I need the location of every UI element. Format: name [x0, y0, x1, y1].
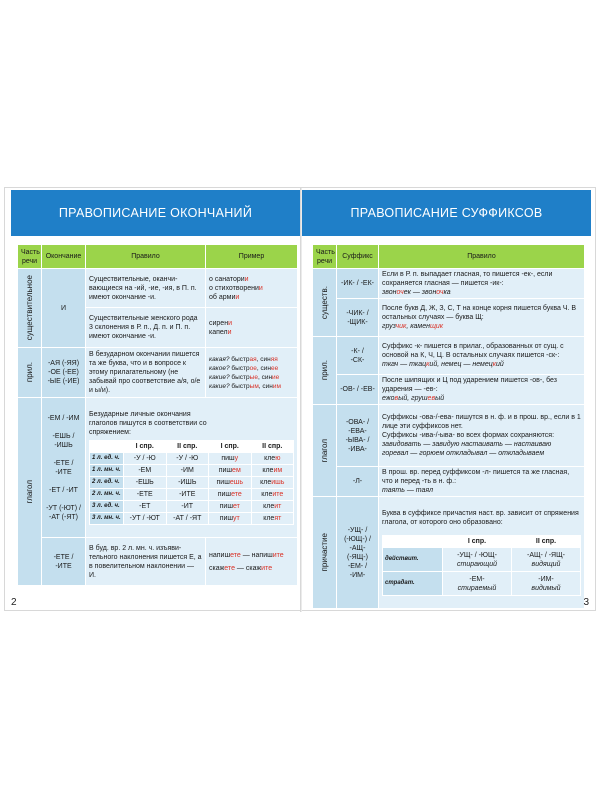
noun-suffix-1: -ИК- / -ЕК-	[337, 269, 379, 299]
adj-suffix-1: -К- / -СК-	[337, 337, 379, 375]
verb-rule-2: В прош. вр. перед суффиксом -л- пишется та же гласная, что и перед -ть в н. ф.: таять — таял	[379, 467, 585, 497]
adj-rule-1: Суффикс -к- пишется в прилаг., образованных от сущ. с основой на К, Ч, Ц. В остальных случаях пишется -ск-: ткач — ткацкий, немец — немецкий	[379, 337, 585, 375]
verb-imp-endings: -ЕТЕ / -ИТЕ	[42, 538, 86, 586]
page-right	[302, 188, 597, 612]
adj-rule-2: После шипящих и Ц под ударением пишется -ов-, без ударения — -ев-: ежовый, грушевый	[379, 375, 585, 405]
page-number-left: 2	[11, 597, 17, 608]
noun-pos-cell	[313, 269, 337, 337]
noun-example-1: о санатории о стихотворении об армии	[206, 269, 298, 308]
verb-rule: Безударные личные окончания глаголов пишутся в соответствии со спряжением:	[89, 411, 207, 436]
header-ending: Окончание	[42, 245, 86, 269]
part-rule-cell	[379, 497, 585, 609]
header-example: Пример	[206, 245, 298, 269]
adj-pos-cell	[313, 337, 337, 405]
adj-pos-cell	[18, 348, 42, 398]
verb-pos-cell	[18, 398, 42, 586]
verb-rule-1: Суффиксы -ова-/-ева- пишутся в н. ф. и в прош. вр., если в 1 лице эти суффиксов нет. Суффиксы -ива-/-ыва- во всех формах сохраняются: завидовать — завидую настаивать — настаиваю горевал — горюем откладывал — откладываем	[379, 405, 585, 467]
verb-pos: глагол	[25, 479, 34, 504]
header-part-of-speech: Часть речи	[18, 245, 42, 269]
verb-conj1-header: I спр.	[124, 441, 167, 453]
noun-example-2: сирени капели	[206, 308, 298, 348]
noun-pos: существ.	[320, 285, 329, 320]
verb-ex2-header: II спр.	[251, 441, 294, 453]
page-number-right: 3	[583, 597, 589, 608]
table-row: 2 л. ед. ч. -ЕШЬ -ИШЬ пишешь клеишь	[90, 477, 294, 489]
header-suffix: Суффикс	[337, 245, 379, 269]
participle-table	[382, 535, 581, 596]
noun-rule-2: Существительные женского рода 3 склонения в Р. п., Д. п. и П. п. имеют окончание -и.	[86, 308, 206, 348]
noun-rule-1: Существительные, оканчивающиеся на -ий, -ие, -ия, в П. п. имеют окончание -и.	[86, 269, 206, 308]
table-row: 3 л. мн. ч. -УТ / -ЮТ -АТ / -ЯТ пишут клеят	[90, 513, 294, 525]
verb-conj-cell	[86, 398, 298, 538]
adj-endings: -АЯ (-ЯЯ) -ОЕ (-ЕЕ) -ЫЕ (-ИЕ)	[42, 348, 86, 398]
part-rule: Буква в суффиксе причастия наст. вр. зависит от спряжения глагола, от которого оно образовано:	[382, 510, 579, 526]
table-row: 2 л. мн. ч. -ЕТЕ -ИТЕ пишете клеите	[90, 489, 294, 501]
noun-rule-2: После букв Д, Ж, З, С, Т на конце корня пишется буква Ч. В остальных случаях — буква Щ: грузчик, каменщик	[379, 299, 585, 337]
book-spread	[4, 187, 596, 611]
verb-ex1-header: I спр.	[209, 441, 252, 453]
table-row: 3 л. ед. ч. -ЕТ -ИТ пишет клеит	[90, 501, 294, 513]
adj-examples: какая? быстрая, синяя какое? быстрое, синее какие? быстрые, синие какие? быстрым, синим	[206, 348, 298, 398]
noun-pos: существительное	[25, 275, 34, 341]
verb-imp-rule: В буд. вр. 2 л. мн. ч. изъявительного наклонения пишется Е, а в повелительном наклонении — И.	[86, 538, 206, 586]
adj-rule: В безударном окончании пишется та же буква, что и в вопросе к этому прилагательному (не забывай про соответствие а/я, о/е и ы/и).	[86, 348, 206, 398]
part-pos-cell	[313, 497, 337, 609]
verb-imp-examples: напишете — напишите скажете — скажите	[206, 538, 298, 586]
verb-pos: глагол	[320, 438, 329, 463]
noun-ending: И	[42, 269, 86, 348]
table-row: действит. -УЩ- / -ЮЩ- стирающий -АЩ- / -ЯЩ- видящий	[383, 548, 581, 572]
verb-pos-cell	[313, 405, 337, 497]
left-page-title: ПРАВОПИСАНИЕ ОКОНЧАНИЙ	[11, 190, 300, 236]
header-rule: Правило	[379, 245, 585, 269]
header-rule: Правило	[86, 245, 206, 269]
adj-pos: прил.	[25, 362, 34, 383]
part-pos: причастие	[320, 533, 329, 572]
header-part-of-speech: Часть речи	[313, 245, 337, 269]
adj-pos: прил.	[320, 360, 329, 381]
noun-rule-1: Если в Р. п. выпадает гласная, то пишется -ек-, если сохраняется гласная — пишется -ик-: звоночек — звоночка	[379, 269, 585, 299]
verb-conj2-header: II спр.	[166, 441, 209, 453]
part-suffixes: -УЩ- / (-ЮЩ-) / -АЩ- (-ЯЩ-) -ЕМ- / -ИМ-	[337, 497, 379, 609]
verb-suffix-2: -Л-	[337, 467, 379, 497]
verb-conjugation-table	[89, 440, 294, 525]
part-conj1-header: I спр.	[443, 536, 512, 548]
table-row: 1 л. мн. ч. -ЕМ -ИМ пишем клеим	[90, 465, 294, 477]
adj-suffix-2: -ОВ- / -ЕВ-	[337, 375, 379, 405]
noun-pos-cell	[18, 269, 42, 348]
endings-table	[17, 244, 298, 586]
verb-suffix-1: -ОВА- / -ЕВА- -ЫВА- / -ИВА-	[337, 405, 379, 467]
table-row: страдат. -ЕМ- стираемый -ИМ- видимый	[383, 572, 581, 596]
part-conj2-header: II спр.	[512, 536, 581, 548]
table-row: 1 л. ед. ч. -У / -Ю -У / -Ю пишу клею	[90, 453, 294, 465]
noun-suffix-2: -ЧИК- / -ЩИК-	[337, 299, 379, 337]
right-page-title: ПРАВОПИСАНИЕ СУФФИКСОВ	[302, 190, 591, 236]
suffixes-table	[312, 244, 585, 609]
verb-endings: -ЕМ / -ИМ -ЕШЬ / -ИШЬ -ЕТЕ / -ИТЕ -ЕТ / -ИТ -УТ (-ЮТ) / -АТ (-ЯТ)	[42, 398, 86, 538]
page-left	[5, 188, 300, 612]
